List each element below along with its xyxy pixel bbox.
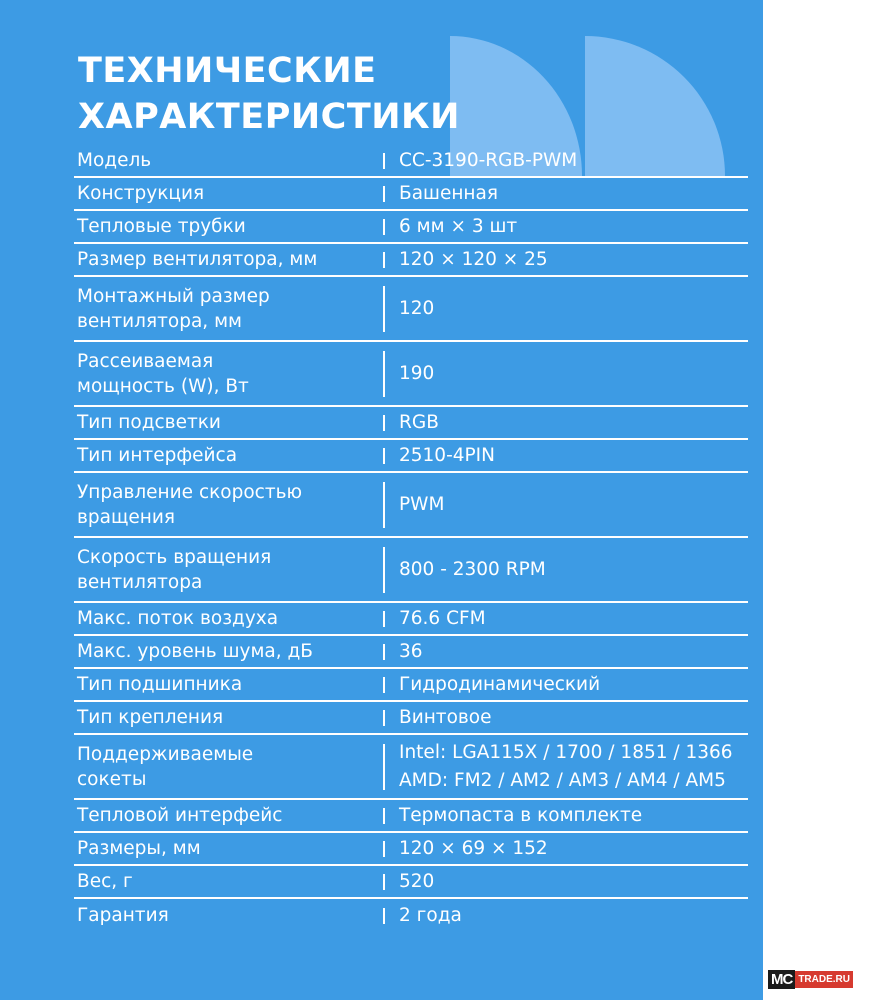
spec-table (74, 145, 748, 932)
spec-value: 76.6 CFM (399, 607, 486, 629)
spec-label: Модель (77, 150, 152, 171)
spec-value: RGB (399, 411, 439, 433)
spec-value: PWM (399, 493, 445, 515)
spec-label-line-2: мощность (W), Вт (77, 375, 249, 397)
column-divider (383, 677, 385, 693)
page-title (78, 48, 460, 140)
spec-value-line-1: Intel: LGA115X / 1700 / 1851 / 1366 (399, 741, 733, 763)
column-divider (383, 482, 385, 528)
spec-row (74, 833, 748, 866)
spec-label-line-1: Рассеиваемая (77, 350, 214, 372)
spec-row (74, 211, 748, 244)
spec-row (74, 473, 748, 538)
column-divider (383, 153, 385, 169)
spec-value: 800 - 2300 RPM (399, 558, 546, 580)
column-divider (383, 611, 385, 627)
spec-label: Макс. поток воздуха (77, 608, 279, 629)
column-divider (383, 351, 385, 397)
spec-label: Тепловые трубки (77, 216, 246, 237)
spec-value: 120 × 69 × 152 (399, 837, 548, 859)
column-divider (383, 908, 385, 924)
spec-label: Размер вентилятора, мм (77, 249, 318, 270)
spec-label: Тип крепления (77, 707, 224, 728)
spec-label: Макс. уровень шума, дБ (77, 641, 313, 662)
spec-value-line-2: AMD: FM2 / AM2 / AM3 / AM4 / AM5 (399, 769, 726, 791)
spec-label-line-2: вентилятора, мм (77, 310, 242, 332)
title-line-1: ТЕХНИЧЕСКИЕ (78, 51, 377, 91)
spec-label (74, 284, 377, 334)
spec-label (74, 742, 377, 792)
spec-label (74, 480, 377, 530)
spec-label-line-2: вращения (77, 506, 176, 528)
spec-label: Тепловой интерфейс (77, 805, 283, 826)
spec-row (74, 899, 748, 932)
spec-row (74, 669, 748, 702)
spec-row (74, 538, 748, 603)
column-divider (383, 415, 385, 431)
column-divider (383, 448, 385, 464)
spec-value: 2510-4PIN (399, 444, 495, 466)
spec-row (74, 866, 748, 899)
spec-label: Тип подшипника (77, 674, 243, 695)
column-divider (383, 808, 385, 824)
spec-label: Конструкция (77, 183, 205, 204)
spec-value: 6 мм × 3 шт (399, 215, 518, 237)
spec-value: 190 (399, 362, 435, 384)
spec-value: Гидродинамический (399, 673, 601, 695)
spec-label (74, 545, 377, 595)
watermark-mc: MC (768, 970, 795, 989)
spec-value: CC-3190-RGB-PWM (399, 149, 578, 171)
spec-label-line-1: Управление скоростью (77, 481, 303, 503)
column-divider (383, 186, 385, 202)
spec-value: Башенная (399, 182, 498, 204)
column-divider (383, 547, 385, 593)
spec-row (74, 178, 748, 211)
column-divider (383, 744, 385, 790)
column-divider (383, 286, 385, 332)
column-divider (383, 841, 385, 857)
spec-value: 120 (399, 297, 435, 319)
spec-row (74, 800, 748, 833)
spec-value: 36 (399, 640, 423, 662)
title-line-2: ХАРАКТЕРИСТИКИ (78, 97, 460, 137)
spec-label-line-2: сокеты (77, 768, 147, 790)
spec-row (74, 407, 748, 440)
column-divider (383, 644, 385, 660)
spec-label-line-1: Монтажный размер (77, 285, 270, 307)
column-divider (383, 710, 385, 726)
spec-label: Вес, г (77, 871, 133, 892)
spec-row (74, 244, 748, 277)
spec-value (399, 739, 748, 795)
spec-row (74, 440, 748, 473)
spec-value: 120 × 120 × 25 (399, 248, 548, 270)
spec-label (74, 349, 377, 399)
column-divider (383, 252, 385, 268)
spec-label-line-2: вентилятора (77, 571, 203, 593)
column-divider (383, 874, 385, 890)
watermark-logo (768, 968, 853, 990)
spec-row (74, 735, 748, 800)
spec-row (74, 342, 748, 407)
spec-value: 520 (399, 870, 435, 892)
spec-row (74, 603, 748, 636)
spec-label-line-1: Скорость вращения (77, 546, 272, 568)
spec-value: Термопаста в комплекте (399, 804, 643, 826)
spec-row (74, 702, 748, 735)
column-divider (383, 219, 385, 235)
spec-value: 2 года (399, 904, 462, 926)
spec-row (74, 277, 748, 342)
spec-label: Гарантия (77, 905, 169, 926)
spec-row (74, 636, 748, 669)
spec-row (74, 145, 748, 178)
spec-label: Тип интерфейса (77, 445, 238, 466)
spec-label: Тип подсветки (77, 412, 221, 433)
spec-label: Размеры, мм (77, 838, 201, 859)
watermark-trade: TRADE.RU (795, 971, 853, 988)
spec-value: Винтовое (399, 706, 492, 728)
spec-label-line-1: Поддерживаемые (77, 743, 254, 765)
